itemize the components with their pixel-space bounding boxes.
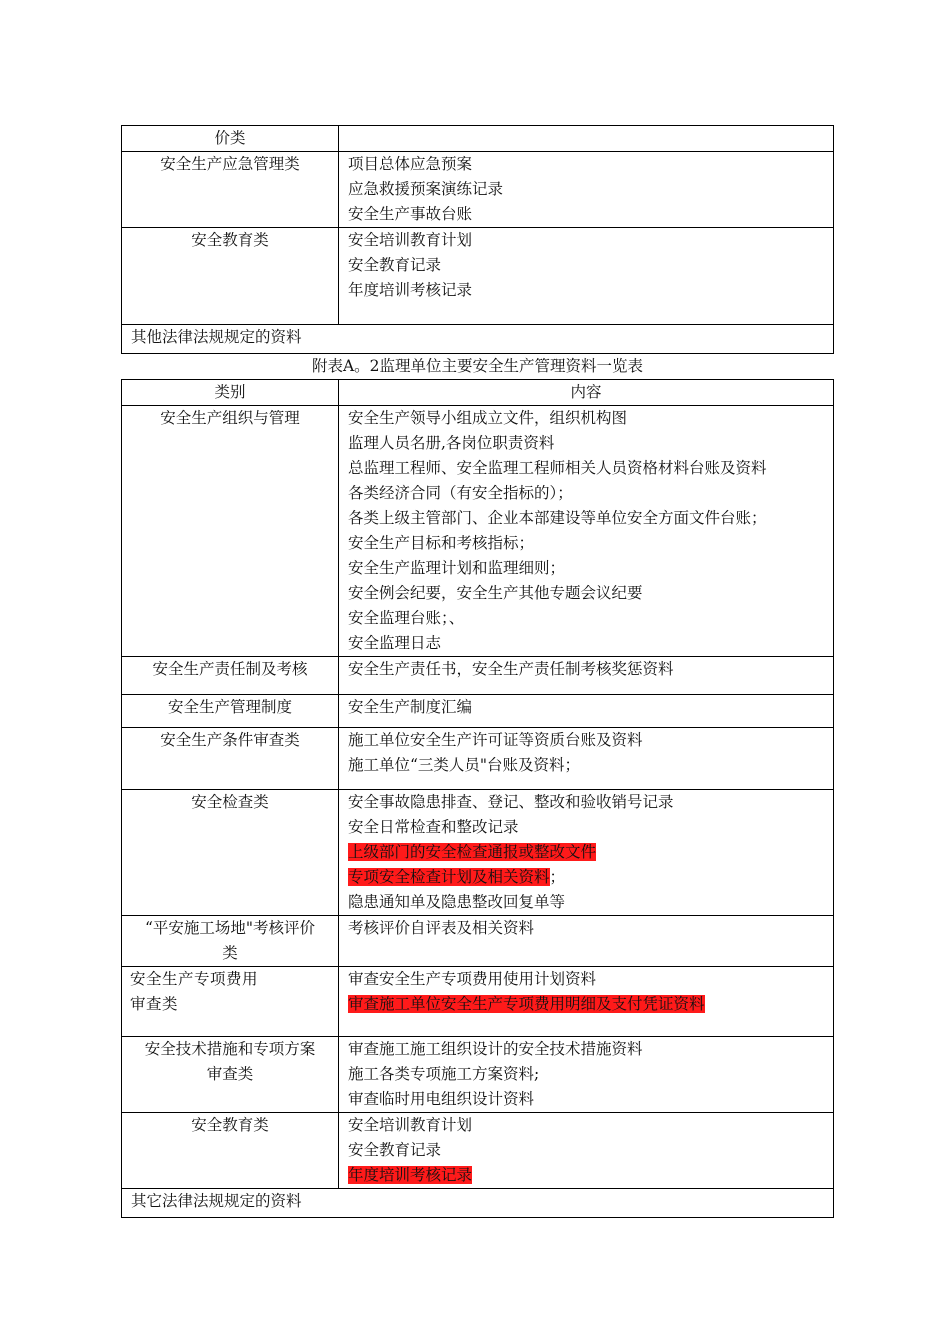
table-caption: 附表A。2监理单位主要安全生产管理资料一览表 (311, 357, 644, 375)
list-item: 安全监理日志 (348, 634, 442, 652)
table-row (122, 916, 834, 967)
table-row (122, 1037, 834, 1113)
content-cell (339, 152, 834, 228)
content-cell (339, 790, 834, 916)
list-item: 安全例会纪要，安全生产其他专题会议纪要 (348, 584, 643, 602)
category-cell: 安全检查类 (122, 790, 339, 916)
list-item: 隐患通知单及隐患整改回复单等 (348, 893, 566, 911)
supervision-safety-table (121, 379, 834, 1218)
category-line: 审查类 (206, 1065, 254, 1083)
list-item-highlighted (348, 992, 827, 1017)
table-row (122, 325, 834, 354)
content-cell (339, 1113, 834, 1189)
list-item-highlighted (348, 865, 827, 890)
category-cell (122, 916, 339, 967)
list-item: 各类上级主管部门、企业本部建设等单位安全方面文件台账； (348, 509, 767, 527)
category-cell: 安全生产组织与管理 (122, 406, 339, 657)
category-cell (122, 1037, 339, 1113)
list-item: 监理人员名册,各岗位职责资料 (348, 434, 555, 452)
list-item: 安全生产制度汇编 (348, 698, 473, 716)
list-item: 项目总体应急预案 (348, 155, 473, 173)
content-cell (339, 967, 834, 1037)
list-item-highlighted (348, 840, 827, 865)
table-row (122, 406, 834, 657)
list-item: 审查临时用电组织设计资料 (348, 1090, 535, 1108)
list-item: 审查安全生产专项费用使用计划资料 (348, 970, 597, 988)
table-row (122, 152, 834, 228)
list-item: 安全生产责任书，安全生产责任制考核奖惩资料 (348, 660, 674, 678)
list-item: 总监理工程师、安全监理工程师相关人员资格材料台账及资料 (348, 459, 767, 477)
list-item: 安全日常检查和整改记录 (348, 818, 519, 836)
list-item: 审查施工施工组织设计的安全技术措施资料 (348, 1040, 643, 1058)
list-item: 安全生产领导小组成立文件，组织机构图 (348, 409, 628, 427)
table-row (122, 790, 834, 916)
content-cell (339, 728, 834, 790)
highlighted-text: 上级部门的安全检查通报或整改文件 (348, 843, 597, 861)
category-line: “平安施工场地"考核评价 (144, 919, 316, 937)
highlighted-text: 审查施工单位安全生产专项费用明细及支付凭证资料 (348, 995, 705, 1013)
table-row (122, 967, 834, 1037)
list-item: 安全培训教育计划 (348, 1116, 473, 1134)
list-item: 安全培训教育计划 (348, 231, 473, 249)
content-cell (339, 228, 834, 325)
header-category: 类别 (122, 380, 339, 406)
category-cell: 价类 (122, 126, 339, 152)
category-line: 审查类 (130, 995, 179, 1013)
category-cell: 安全生产管理制度 (122, 695, 339, 728)
list-item: 安全教育记录 (348, 256, 442, 274)
list-item: 年度培训考核记录 (348, 281, 473, 299)
table-row (122, 1189, 834, 1218)
table-row (122, 728, 834, 790)
header-content: 内容 (339, 380, 834, 406)
list-item: 各类经济合同（有安全指标的）； (348, 484, 573, 502)
list-item-highlighted (348, 1163, 827, 1188)
category-line: 安全技术措施和专项方案 (144, 1040, 316, 1058)
item-punctuation: ； (549, 868, 566, 886)
content-cell (339, 126, 834, 152)
highlighted-text: 专项安全检查计划及相关资料 (348, 868, 550, 886)
category-line: 类 (222, 944, 238, 962)
content-cell (339, 1037, 834, 1113)
category-line: 安全生产专项费用 (130, 970, 259, 988)
table-row (122, 695, 834, 728)
list-item: 安全生产目标和考核指标； (348, 534, 535, 552)
content-cell (339, 916, 834, 967)
table-row (122, 228, 834, 325)
category-cell: 安全生产条件审查类 (122, 728, 339, 790)
list-item: 施工单位安全生产许可证等资质台账及资料 (348, 731, 643, 749)
content-cell (339, 657, 834, 695)
footer-cell: 其他法律法规规定的资料 (122, 325, 834, 354)
table-row (122, 657, 834, 695)
category-cell (122, 967, 339, 1037)
category-cell: 安全教育类 (122, 1113, 339, 1189)
highlighted-text: 年度培训考核记录 (348, 1166, 473, 1184)
list-item: 安全事故隐患排查、登记、整改和验收销号记录 (348, 793, 674, 811)
list-item: 安全生产事故台账 (348, 205, 473, 223)
table-row (122, 126, 834, 152)
category-cell: 安全生产应急管理类 (122, 152, 339, 228)
list-item: 安全生产监理计划和监理细则； (348, 559, 566, 577)
category-cell: 安全教育类 (122, 228, 339, 325)
category-cell: 安全生产责任制及考核 (122, 657, 339, 695)
table-header-row (122, 380, 834, 406)
list-item: 施工各类专项施工方案资料; (348, 1065, 540, 1083)
content-cell (339, 695, 834, 728)
list-item: 施工单位“三类人员"台账及资料； (348, 756, 581, 774)
list-item: 考核评价自评表及相关资料 (348, 919, 535, 937)
footer-cell: 其它法律法规规定的资料 (122, 1189, 834, 1218)
table-row (122, 1113, 834, 1189)
content-cell (339, 406, 834, 657)
table-continued (121, 125, 834, 354)
list-item: 安全教育记录 (348, 1141, 442, 1159)
list-item: 应急救援预案演练记录 (348, 180, 504, 198)
list-item: 安全监理台账；、 (348, 609, 465, 627)
